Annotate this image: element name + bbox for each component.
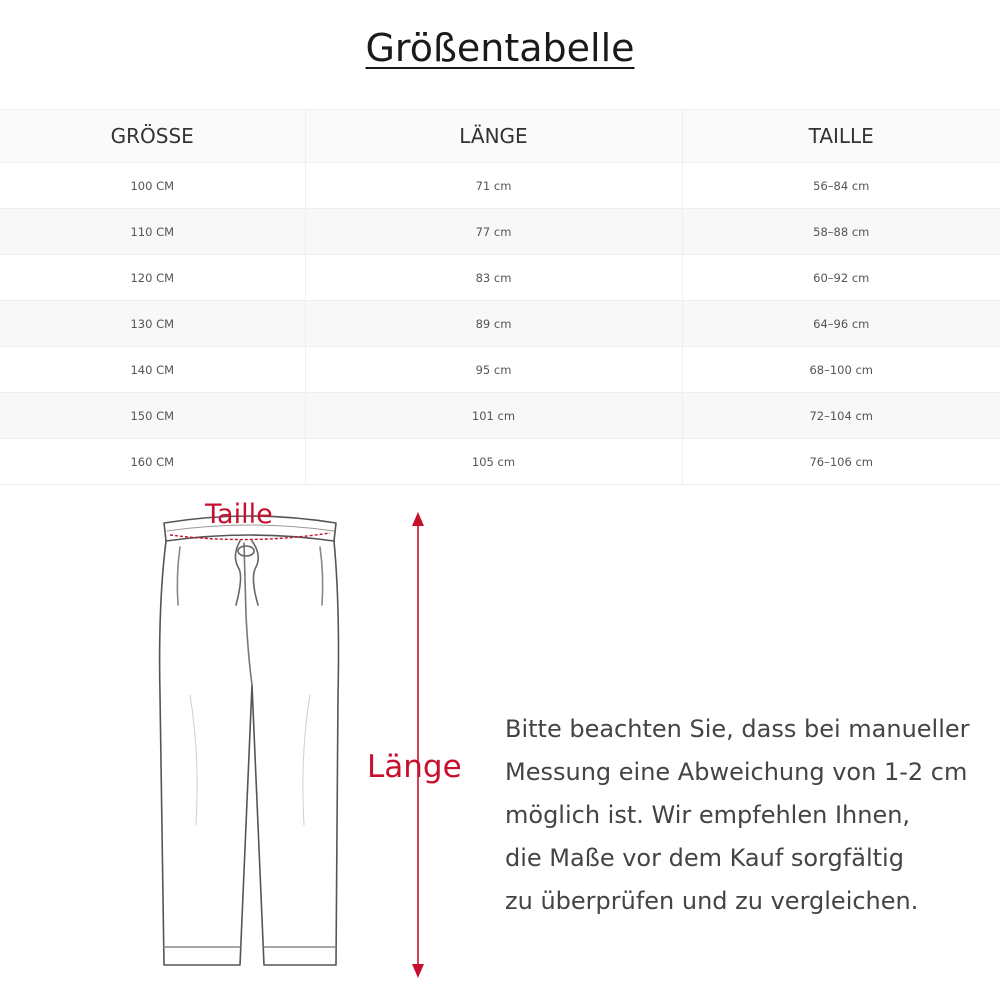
- cell-length: 89 cm: [305, 301, 682, 347]
- cell-waist: 58–88 cm: [682, 209, 1000, 255]
- header-size: GRÖSSE: [0, 110, 305, 163]
- cell-length: 95 cm: [305, 347, 682, 393]
- table-row: [0, 439, 1000, 485]
- cell-waist: 68–100 cm: [682, 347, 1000, 393]
- header-length: LÄNGE: [305, 110, 682, 163]
- cell-size: 120 CM: [0, 255, 305, 301]
- cell-length: 77 cm: [305, 209, 682, 255]
- cell-length: 101 cm: [305, 393, 682, 439]
- cell-waist: 56–84 cm: [682, 163, 1000, 209]
- cell-size: 140 CM: [0, 347, 305, 393]
- cell-waist: 72–104 cm: [682, 393, 1000, 439]
- cell-size: 150 CM: [0, 393, 305, 439]
- note-line: zu überprüfen und zu vergleichen.: [505, 887, 919, 915]
- cell-size: 160 CM: [0, 439, 305, 485]
- page-title: [0, 22, 1000, 74]
- page-title-text: Größentabelle: [365, 26, 635, 70]
- table-row: [0, 301, 1000, 347]
- cell-waist: 76–106 cm: [682, 439, 1000, 485]
- cell-length: 105 cm: [305, 439, 682, 485]
- note-line: Messung eine Abweichung von 1-2 cm: [505, 758, 968, 786]
- length-arrow-icon: [405, 512, 431, 978]
- cell-size: 100 CM: [0, 163, 305, 209]
- cell-waist: 60–92 cm: [682, 255, 1000, 301]
- measurement-note: [505, 708, 1000, 923]
- table-header-row: [0, 110, 1000, 163]
- table-row: [0, 163, 1000, 209]
- cell-length: 83 cm: [305, 255, 682, 301]
- cell-size: 130 CM: [0, 301, 305, 347]
- table-row: [0, 347, 1000, 393]
- note-line: möglich ist. Wir empfehlen Ihnen,: [505, 801, 911, 829]
- cell-waist: 64–96 cm: [682, 301, 1000, 347]
- table-row: [0, 255, 1000, 301]
- length-label: Länge: [367, 749, 462, 785]
- size-table: [0, 109, 1000, 485]
- table-row: [0, 393, 1000, 439]
- note-line: Bitte beachten Sie, dass bei manueller: [505, 715, 970, 743]
- pants-outline-icon: [140, 495, 360, 985]
- cell-size: 110 CM: [0, 209, 305, 255]
- waist-label: Taille: [205, 499, 273, 530]
- note-line: die Maße vor dem Kauf sorgfältig: [505, 844, 904, 872]
- cell-length: 71 cm: [305, 163, 682, 209]
- table-row: [0, 209, 1000, 255]
- header-waist: TAILLE: [682, 110, 1000, 163]
